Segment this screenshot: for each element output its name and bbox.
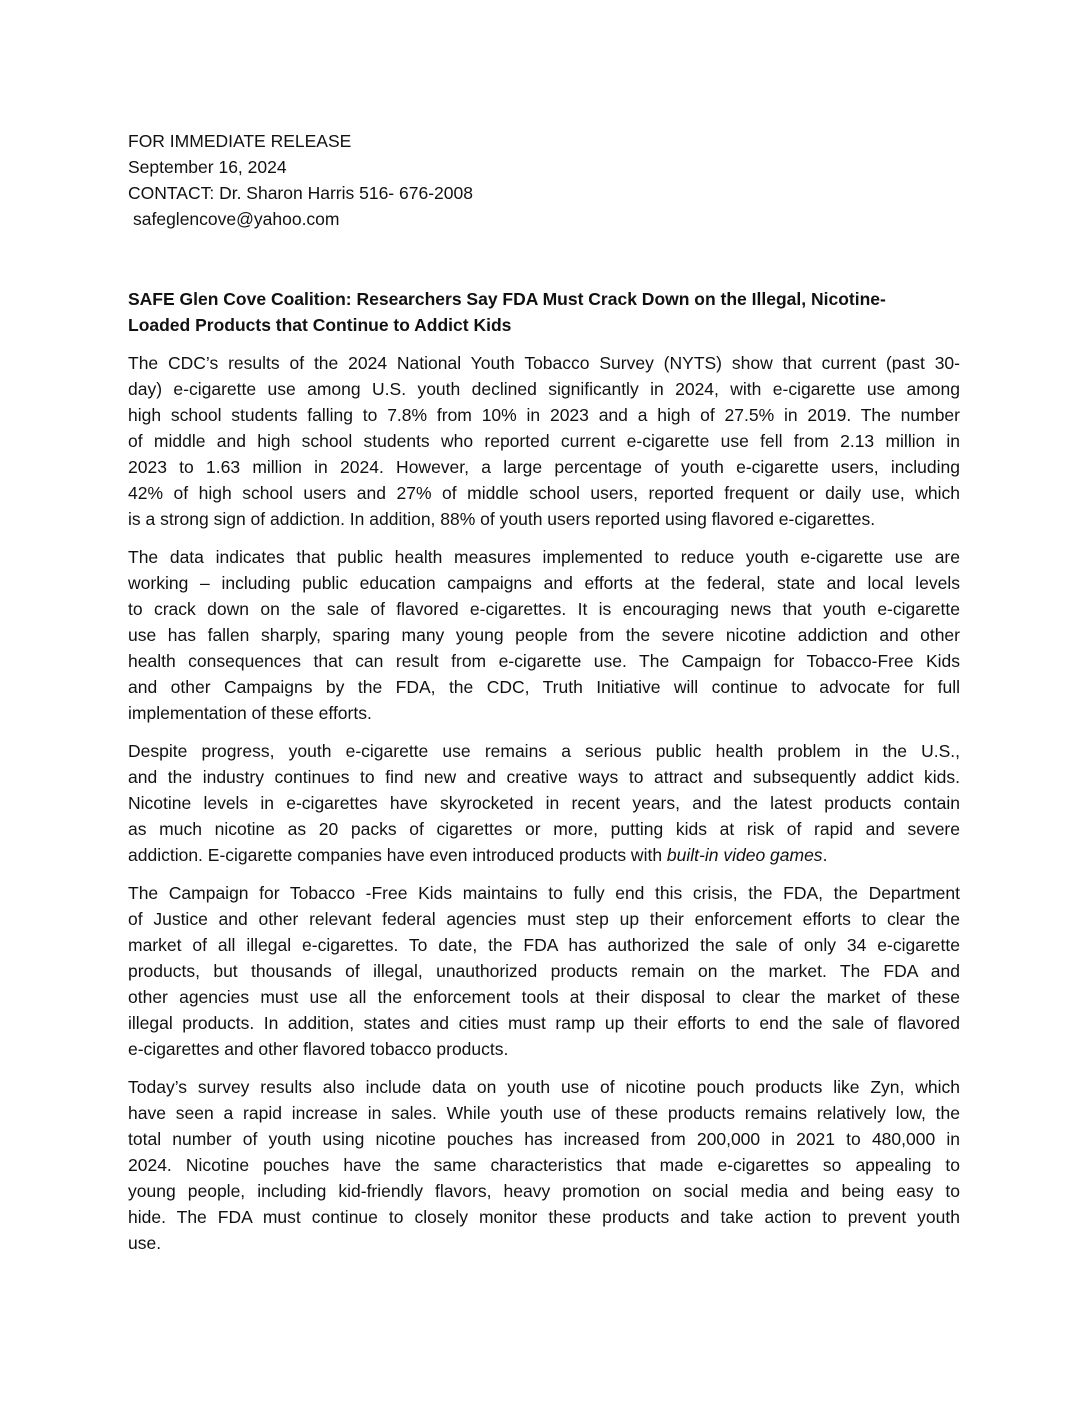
paragraph-line: total number of youth using nicotine pouches has increased from 200,000 in 2021 to 480,000 in <box>128 1129 960 1149</box>
paragraph-line: have seen a rapid increase in sales. While youth use of these products remains relatively low, the <box>128 1103 960 1123</box>
release-date: September 16, 2024 <box>128 157 287 177</box>
paragraph-line: Today’s survey results also include data on youth use of nicotine pouch products like Zyn, which <box>128 1077 960 1097</box>
paragraph-5 <box>128 1074 960 1256</box>
paragraph-text: addiction. E-cigarette companies have even introduced products with <box>128 845 667 865</box>
paragraph-line <box>128 842 960 868</box>
paragraph-line: Nicotine levels in e-cigarettes have skyrocketed in recent years, and the latest products contain <box>128 793 960 813</box>
paragraph-line: health consequences that can result from e-cigarette use. The Campaign for Tobacco-Free Kids <box>128 651 960 671</box>
paragraph-line: 2024. Nicotine pouches have the same characteristics that made e-cigarettes so appealing to <box>128 1155 960 1175</box>
release-label: FOR IMMEDIATE RELEASE <box>128 131 352 151</box>
contact-email: safeglencove@yahoo.com <box>133 209 340 229</box>
paragraph-2 <box>128 544 960 726</box>
release-body <box>128 350 960 1268</box>
paragraph-line: of middle and high school students who reported current e-cigarette use fell from 2.13 million in <box>128 431 960 451</box>
release-header <box>128 128 968 232</box>
paragraph-line: as much nicotine as 20 packs of cigarettes or more, putting kids at risk of rapid and severe <box>128 819 960 839</box>
paragraph-line: is a strong sign of addiction. In addition, 88% of youth users reported using flavored e-cigarettes. <box>128 509 876 529</box>
paragraph-line: The data indicates that public health measures implemented to reduce youth e-cigarette use are <box>128 547 960 567</box>
paragraph-line: working – including public education campaigns and efforts at the federal, state and local levels <box>128 573 960 593</box>
paragraph-line: use. <box>128 1233 162 1253</box>
paragraph-line: young people, including kid-friendly flavors, heavy promotion on social media and being easy to <box>128 1181 960 1201</box>
paragraph-line: market of all illegal e-cigarettes. To date, the FDA has authorized the sale of only 34 e-cigarette <box>128 935 960 955</box>
paragraph-line: implementation of these efforts. <box>128 703 372 723</box>
paragraph-line: e-cigarettes and other flavored tobacco products. <box>128 1039 509 1059</box>
paragraph-line: The CDC’s results of the 2024 National Youth Tobacco Survey (NYTS) show that current (past 30- <box>128 353 960 373</box>
paragraph-line: products, but thousands of illegal, unauthorized products remain on the market. The FDA and <box>128 961 960 981</box>
paragraph-line: and the industry continues to find new and creative ways to attract and subsequently addict kids. <box>128 767 960 787</box>
paragraph-line: of Justice and other relevant federal agencies must step up their enforcement efforts to clear the <box>128 909 960 929</box>
paragraph-line: day) e-cigarette use among U.S. youth declined significantly in 2024, with e-cigarette use among <box>128 379 960 399</box>
italic-phrase: built-in video games <box>666 845 823 865</box>
paragraph-line: 42% of high school users and 27% of middle school users, reported frequent or daily use, which <box>128 483 960 503</box>
headline-line: Loaded Products that Continue to Addict Kids <box>128 315 512 335</box>
contact-line: CONTACT: Dr. Sharon Harris 516- 676-2008 <box>128 183 473 203</box>
paragraph-1 <box>128 350 960 532</box>
paragraph-line: Despite progress, youth e-cigarette use remains a serious public health problem in the U.S., <box>128 741 960 761</box>
paragraph-line: The Campaign for Tobacco -Free Kids maintains to fully end this crisis, the FDA, the Department <box>128 883 960 903</box>
paragraph-text: . <box>822 845 828 865</box>
paragraph-line: high school students falling to 7.8% from 10% in 2023 and a high of 27.5% in 2019. The number <box>128 405 960 425</box>
paragraph-3 <box>128 738 960 868</box>
paragraph-line: illegal products. In addition, states and cities must ramp up their efforts to end the sale of flavored <box>128 1013 960 1033</box>
paragraph-4 <box>128 880 960 1062</box>
paragraph-line: hide. The FDA must continue to closely monitor these products and take action to prevent youth <box>128 1207 960 1227</box>
paragraph-line: use has fallen sharply, sparing many young people from the severe nicotine addiction and other <box>128 625 960 645</box>
headline-line: SAFE Glen Cove Coalition: Researchers Say FDA Must Crack Down on the Illegal, Nicotine- <box>128 289 886 309</box>
paragraph-line: and other Campaigns by the FDA, the CDC, Truth Initiative will continue to advocate for full <box>128 677 960 697</box>
paragraph-line: other agencies must use all the enforcement tools at their disposal to clear the market of these <box>128 987 960 1007</box>
paragraph-line: to crack down on the sale of flavored e-cigarettes. It is encouraging news that youth e-cigarette <box>128 599 960 619</box>
paragraph-line: 2023 to 1.63 million in 2024. However, a large percentage of youth e-cigarette users, including <box>128 457 960 477</box>
headline <box>128 286 960 338</box>
